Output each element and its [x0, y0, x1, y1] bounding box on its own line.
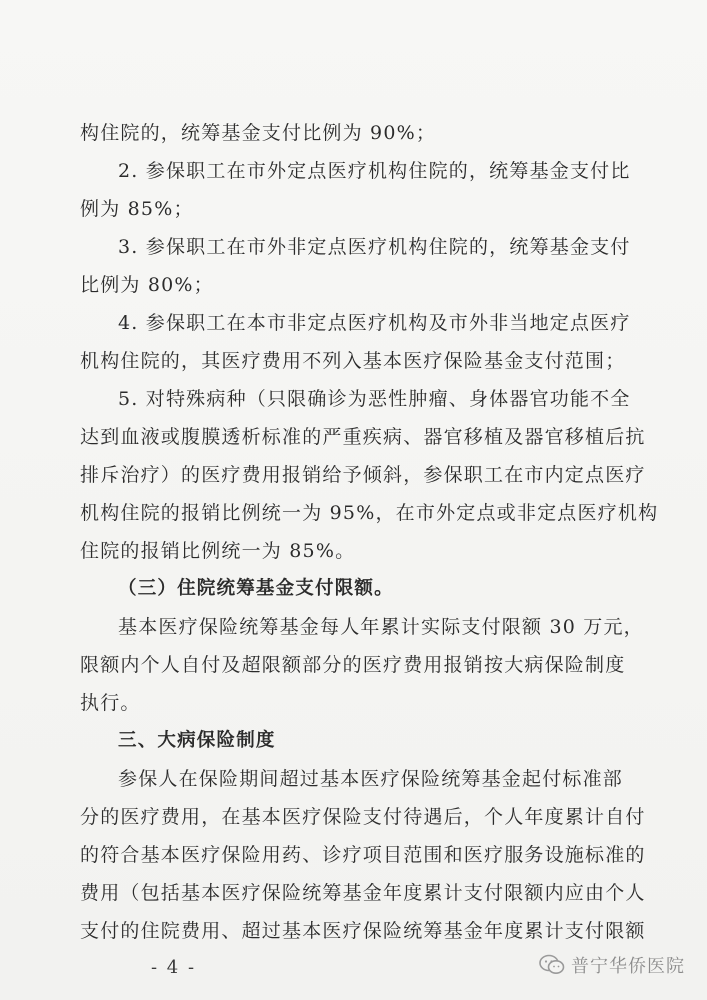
text-line: 2. 参保职工在市外定点医疗机构住院的，统筹基金支付比 — [118, 160, 631, 182]
section-heading: 三、大病保险制度 — [118, 730, 276, 751]
text-line: 费用（包括基本医疗保险统筹基金年度累计支付限额内应由个人 — [80, 882, 646, 904]
text-line: 构住院的，统筹基金支付比例为 90%； — [80, 122, 437, 144]
text-line: 的符合基本医疗保险用药、诊疗项目范围和医疗服务设施标准的 — [80, 844, 646, 866]
watermark — [539, 952, 685, 978]
text-line: 机构住院的，其医疗费用不列入基本医疗保险基金支付范围； — [80, 350, 626, 372]
text-line: 机构住院的报销比例统一为 95%，在市外定点或非定点医疗机构 — [80, 502, 659, 524]
watermark-text: 普宁华侨医院 — [571, 956, 685, 977]
text-line: 参保人在保险期间超过基本医疗保险统筹基金起付标准部 — [118, 768, 624, 790]
text-line: 排斥治疗）的医疗费用报销给予倾斜，参保职工在市内定点医疗 — [80, 464, 646, 486]
page-number: - 4 - — [150, 957, 197, 978]
text-line: 分的医疗费用，在基本医疗保险支付待遇后，个人年度累计自付 — [80, 806, 646, 828]
text-line: 住院的报销比例统一为 85%。 — [80, 540, 356, 562]
text-line: 达到血液或腹膜透析标准的严重疾病、器官移植及器官移植后抗 — [80, 426, 646, 448]
section-heading: （三）住院统筹基金支付限额。 — [118, 578, 394, 599]
text-line: 3. 参保职工在市外非定点医疗机构住院的，统筹基金支付 — [118, 236, 631, 258]
text-line: 执行。 — [80, 692, 141, 714]
text-line: 比例为 80%； — [80, 274, 214, 296]
wechat-icon — [539, 954, 565, 976]
text-line: 4. 参保职工在本市非定点医疗机构及市外非当地定点医疗 — [118, 312, 631, 334]
text-line: 5. 对特殊病种（只限确诊为恶性肿瘤、身体器官功能不全 — [118, 388, 631, 410]
text-line: 基本医疗保险统筹基金每人年累计实际支付限额 30 万元， — [118, 616, 644, 638]
text-line: 例为 85%； — [80, 198, 194, 220]
text-line: 支付的住院费用、超过基本医疗保险统筹基金年度累计支付限额 — [80, 920, 646, 942]
text-line: 限额内个人自付及超限额部分的医疗费用报销按大病保险制度 — [80, 654, 626, 676]
